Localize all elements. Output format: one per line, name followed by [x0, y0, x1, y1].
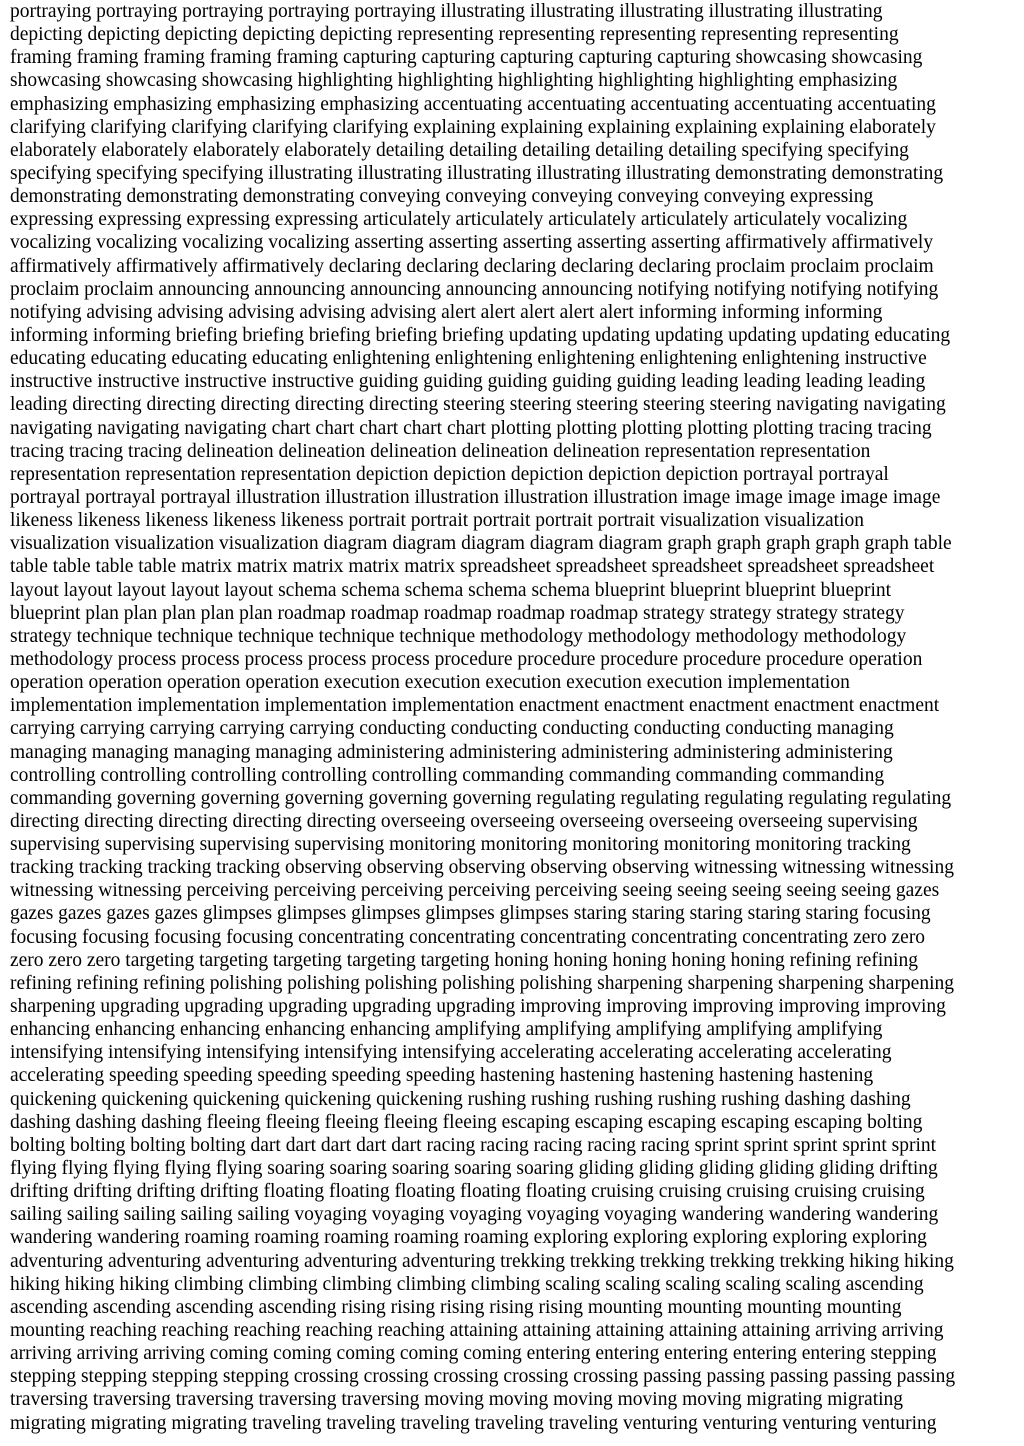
text-line: stepping stepping stepping stepping crossing crossing crossing crossing crossing passing passing passing passing passing	[10, 1366, 956, 1388]
text-line: intensifying intensifying intensifying intensifying intensifying accelerating accelerating accelerating accelerating	[10, 1042, 892, 1064]
text-line: representation representation representation depiction depiction depiction depiction depiction portrayal portrayal	[10, 463, 889, 485]
text-line: mounting reaching reaching reaching reaching reaching attaining attaining attaining attaining attaining arriving arriving	[10, 1320, 944, 1342]
text-line: migrating migrating migrating traveling traveling traveling traveling traveling venturing venturing venturing venturing	[10, 1412, 937, 1434]
text-line: flying flying flying flying flying soaring soaring soaring soaring soaring gliding gliding gliding gliding gliding drifting	[10, 1158, 938, 1180]
text-line: portrayal portrayal portrayal illustration illustration illustration illustration illustration image image image image image	[10, 486, 941, 508]
text-line: adventuring adventuring adventuring adventuring adventuring trekking trekking trekking trekking trekking hiking hiking	[10, 1250, 954, 1272]
text-line: accelerating speeding speeding speeding speeding speeding hastening hastening hastening hastening hastening	[10, 1065, 874, 1087]
text-line: visualization visualization visualization diagram diagram diagram diagram diagram graph graph graph graph graph table	[10, 533, 952, 555]
text-line: table table table table matrix matrix matrix matrix matrix spreadsheet spreadsheet spreadsheet spreadsheet spreadsheet	[10, 556, 935, 578]
text-line: instructive instructive instructive instructive guiding guiding guiding guiding guiding leading leading leading leading	[10, 371, 926, 393]
text-line: navigating navigating navigating chart chart chart chart chart plotting plotting plotting plotting plotting tracing tracing	[10, 417, 932, 439]
text-line: bolting bolting bolting bolting dart dart dart dart dart racing racing racing racing racing sprint sprint sprint sprint sprint	[10, 1134, 937, 1156]
text-line: carrying carrying carrying carrying carrying conducting conducting conducting conducting conducting managing	[10, 718, 894, 740]
text-line: portraying portraying portraying portraying portraying illustrating illustrating illustrating illustrating illustrating	[10, 1, 883, 22]
body-text	[10, 0, 1014, 1435]
text-line: arriving arriving arriving coming coming coming coming coming entering entering entering entering entering stepping	[10, 1343, 937, 1365]
text-line: gazes gazes gazes gazes glimpses glimpses glimpses glimpses glimpses staring staring staring staring staring focusing	[10, 903, 931, 925]
text-line: ascending ascending ascending ascending rising rising rising rising rising mounting mounting mounting mounting	[10, 1296, 902, 1318]
text-line: implementation implementation implementation implementation enactment enactment enactment enactment enactment	[10, 695, 940, 717]
text-line: affirmatively affirmatively affirmatively declaring declaring declaring declaring declaring proclaim proclaim proclaim	[10, 255, 934, 277]
text-line: enhancing enhancing enhancing enhancing enhancing amplifying amplifying amplifying amplifying amplifying	[10, 1019, 883, 1041]
text-line: refining refining refining polishing polishing polishing polishing polishing sharpening sharpening sharpening sharpening	[10, 972, 955, 994]
text-line: supervising supervising supervising supervising monitoring monitoring monitoring monitoring monitoring tracking	[10, 834, 911, 856]
text-line: hiking hiking hiking climbing climbing climbing climbing climbing scaling scaling scaling scaling scaling ascending	[10, 1273, 924, 1295]
text-line: strategy technique technique technique technique technique methodology methodology methodology methodology	[10, 625, 907, 647]
text-line: managing managing managing managing administering administering administering administering administering	[10, 741, 893, 763]
text-line: proclaim proclaim announcing announcing announcing announcing announcing notifying notifying notifying notifying	[10, 278, 939, 300]
text-line: showcasing showcasing showcasing highlighting highlighting highlighting highlighting highlighting emphasizing	[10, 70, 898, 92]
text-line: controlling controlling controlling controlling controlling commanding commanding commanding commanding	[10, 764, 885, 786]
text-line: vocalizing vocalizing vocalizing vocalizing asserting asserting asserting asserting asserting affirmatively affirmatively	[10, 232, 934, 254]
text-line: drifting drifting drifting drifting floating floating floating floating floating cruising cruising cruising cruising cruising	[10, 1181, 925, 1203]
text-line: informing informing briefing briefing briefing briefing briefing updating updating updating updating updating educating	[10, 324, 951, 346]
text-line: blueprint plan plan plan plan plan roadmap roadmap roadmap roadmap roadmap strategy strategy strategy strategy	[10, 602, 905, 624]
text-line: quickening quickening quickening quickening quickening rushing rushing rushing rushing rushing dashing dashing	[10, 1088, 911, 1110]
text-line: methodology process process process process process procedure procedure procedure procedure procedure operation	[10, 648, 923, 670]
text-line: witnessing witnessing perceiving perceiving perceiving perceiving perceiving seeing seeing seeing seeing seeing gazes	[10, 880, 940, 902]
text-line: commanding governing governing governing governing governing regulating regulating regulating regulating regulating	[10, 787, 952, 809]
text-line: focusing focusing focusing focusing concentrating concentrating concentrating concentrating concentrating zero zero	[10, 926, 926, 948]
text-line: sharpening upgrading upgrading upgrading upgrading upgrading improving improving improving improving improving	[10, 996, 946, 1018]
text-line: leading directing directing directing directing directing steering steering steering steering steering navigating navigating	[10, 394, 946, 416]
text-line: tracking tracking tracking tracking observing observing observing observing observing witnessing witnessing witnessing	[10, 857, 954, 879]
text-line: clarifying clarifying clarifying clarifying clarifying explaining explaining explaining explaining explaining elaborately	[10, 116, 936, 138]
text-line: elaborately elaborately elaborately elaborately detailing detailing detailing detailing detailing specifying specifying	[10, 139, 909, 161]
text-line: sailing sailing sailing sailing sailing voyaging voyaging voyaging voyaging voyaging wandering wandering wandering	[10, 1204, 939, 1226]
text-line: dashing dashing dashing fleeing fleeing fleeing fleeing fleeing escaping escaping escaping escaping escaping bolting	[10, 1111, 923, 1133]
text-line: layout layout layout layout layout schema schema schema schema schema blueprint blueprint blueprint blueprint	[10, 579, 892, 601]
text-line: demonstrating demonstrating demonstrating conveying conveying conveying conveying conveying expressing	[10, 186, 874, 208]
text-line: specifying specifying specifying illustrating illustrating illustrating illustrating illustrating demonstrating demonstrating	[10, 162, 944, 184]
text-line: directing directing directing directing directing overseeing overseeing overseeing overseeing overseeing supervising	[10, 810, 918, 832]
text-line: operation operation operation operation execution execution execution execution execution implementation	[10, 672, 850, 694]
text-line: expressing expressing expressing expressing articulately articulately articulately articulately articulately vocalizing	[10, 209, 908, 231]
text-line: traversing traversing traversing traversing traversing moving moving moving moving moving migrating migrating	[10, 1389, 904, 1411]
text-line: wandering wandering roaming roaming roaming roaming roaming exploring exploring exploring exploring exploring	[10, 1227, 927, 1249]
text-line: zero zero zero targeting targeting targeting targeting targeting honing honing honing honing honing refining refining	[10, 949, 918, 971]
text-line: educating educating educating educating enlightening enlightening enlightening enlightening enlightening instructive	[10, 348, 927, 370]
text-line: framing framing framing framing framing capturing capturing capturing capturing capturing showcasing showcasing	[10, 47, 923, 69]
text-line: notifying advising advising advising advising advising alert alert alert alert alert informing informing informing	[10, 301, 883, 323]
text-line: tracing tracing tracing delineation delineation delineation delineation delineation representation representation	[10, 440, 871, 462]
text-line: likeness likeness likeness likeness likeness portrait portrait portrait portrait portrait visualization visualization	[10, 510, 865, 532]
text-line: depicting depicting depicting depicting depicting representing representing representing representing representing	[10, 24, 899, 46]
text-line: emphasizing emphasizing emphasizing emphasizing accentuating accentuating accentuating accentuating accentuating	[10, 93, 936, 115]
